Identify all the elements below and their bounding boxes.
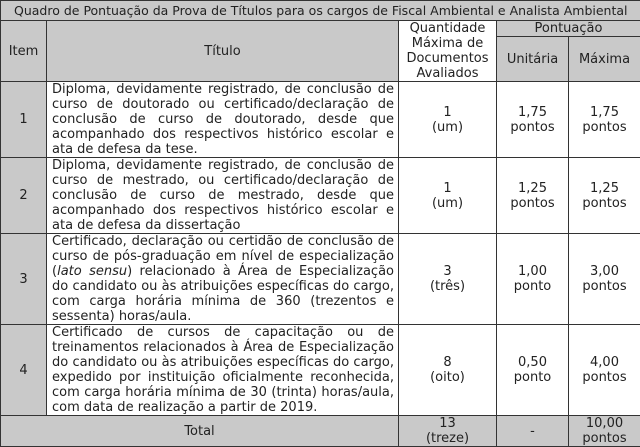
- header-pontuacao: Pontuação: [497, 21, 640, 37]
- header-item: Item: [1, 21, 47, 82]
- table-row: [1, 82, 640, 158]
- total-maxima: 10,00 pontos: [569, 416, 640, 447]
- table-caption: Quadro de Pontuação da Prova de Títulos para os cargos de Fiscal Ambiental e Analista Ambiental: [1, 1, 640, 21]
- table-row: [1, 234, 640, 325]
- row-item: 1: [1, 82, 47, 158]
- row-maxima: 1,75 pontos: [569, 82, 640, 158]
- row-unitaria: 1,75 pontos: [497, 82, 569, 158]
- total-row: [1, 416, 640, 447]
- header-quantidade: Quantidade Máxima de Documentos Avaliados: [399, 21, 497, 82]
- row-quantidade: 1 (um): [399, 82, 497, 158]
- header-titulo: Título: [47, 21, 399, 82]
- row-item: 4: [1, 325, 47, 416]
- row-unitaria: 0,50 ponto: [497, 325, 569, 416]
- row-titulo: Certificado, declaração ou certidão de conclusão de curso de pós-graduação em nível de especialização (lato sensu) relacionado à Área de Especialização do candidato ou às atribuições específicas do cargo, com carga horária mínima de 360 (trezentos e sessenta) horas/aula.: [47, 234, 399, 325]
- header-maxima: Máxima: [569, 37, 640, 82]
- row-unitaria: 1,00 ponto: [497, 234, 569, 325]
- row-item: 3: [1, 234, 47, 325]
- row-quantidade: 1 (um): [399, 158, 497, 234]
- row-quantidade: 3 (três): [399, 234, 497, 325]
- row-unitaria: 1,25 pontos: [497, 158, 569, 234]
- row-titulo: Diploma, devidamente registrado, de conclusão de curso de mestrado, ou certificado/declaração de conclusão de curso de mestrado, desde que acompanhado dos respectivos histórico escolar e ata de defesa da dissertação: [47, 158, 399, 234]
- total-label: Total: [1, 416, 399, 447]
- row-maxima: 4,00 pontos: [569, 325, 640, 416]
- row-titulo: Certificado de cursos de capacitação ou de treinamentos relacionados à Área de Especialização do candidato ou às atribuições específicas do cargo, expedido por instituição oficialmente reconhecida, com carga horária mínima de 30 (trinta) horas/aula, com data de realização a partir de 2019.: [47, 325, 399, 416]
- row-maxima: 3,00 pontos: [569, 234, 640, 325]
- header-unitaria: Unitária: [497, 37, 569, 82]
- total-unitaria: -: [497, 416, 569, 447]
- row-item: 2: [1, 158, 47, 234]
- table-row: [1, 158, 640, 234]
- row-titulo: Diploma, devidamente registrado, de conclusão de curso de doutorado ou certificado/declaração de conclusão de curso de doutorado, desde que acompanhado dos respectivos histórico escolar e ata de defesa da tese.: [47, 82, 399, 158]
- row-maxima: 1,25 pontos: [569, 158, 640, 234]
- total-quantidade: 13 (treze): [399, 416, 497, 447]
- row-quantidade: 8 (oito): [399, 325, 497, 416]
